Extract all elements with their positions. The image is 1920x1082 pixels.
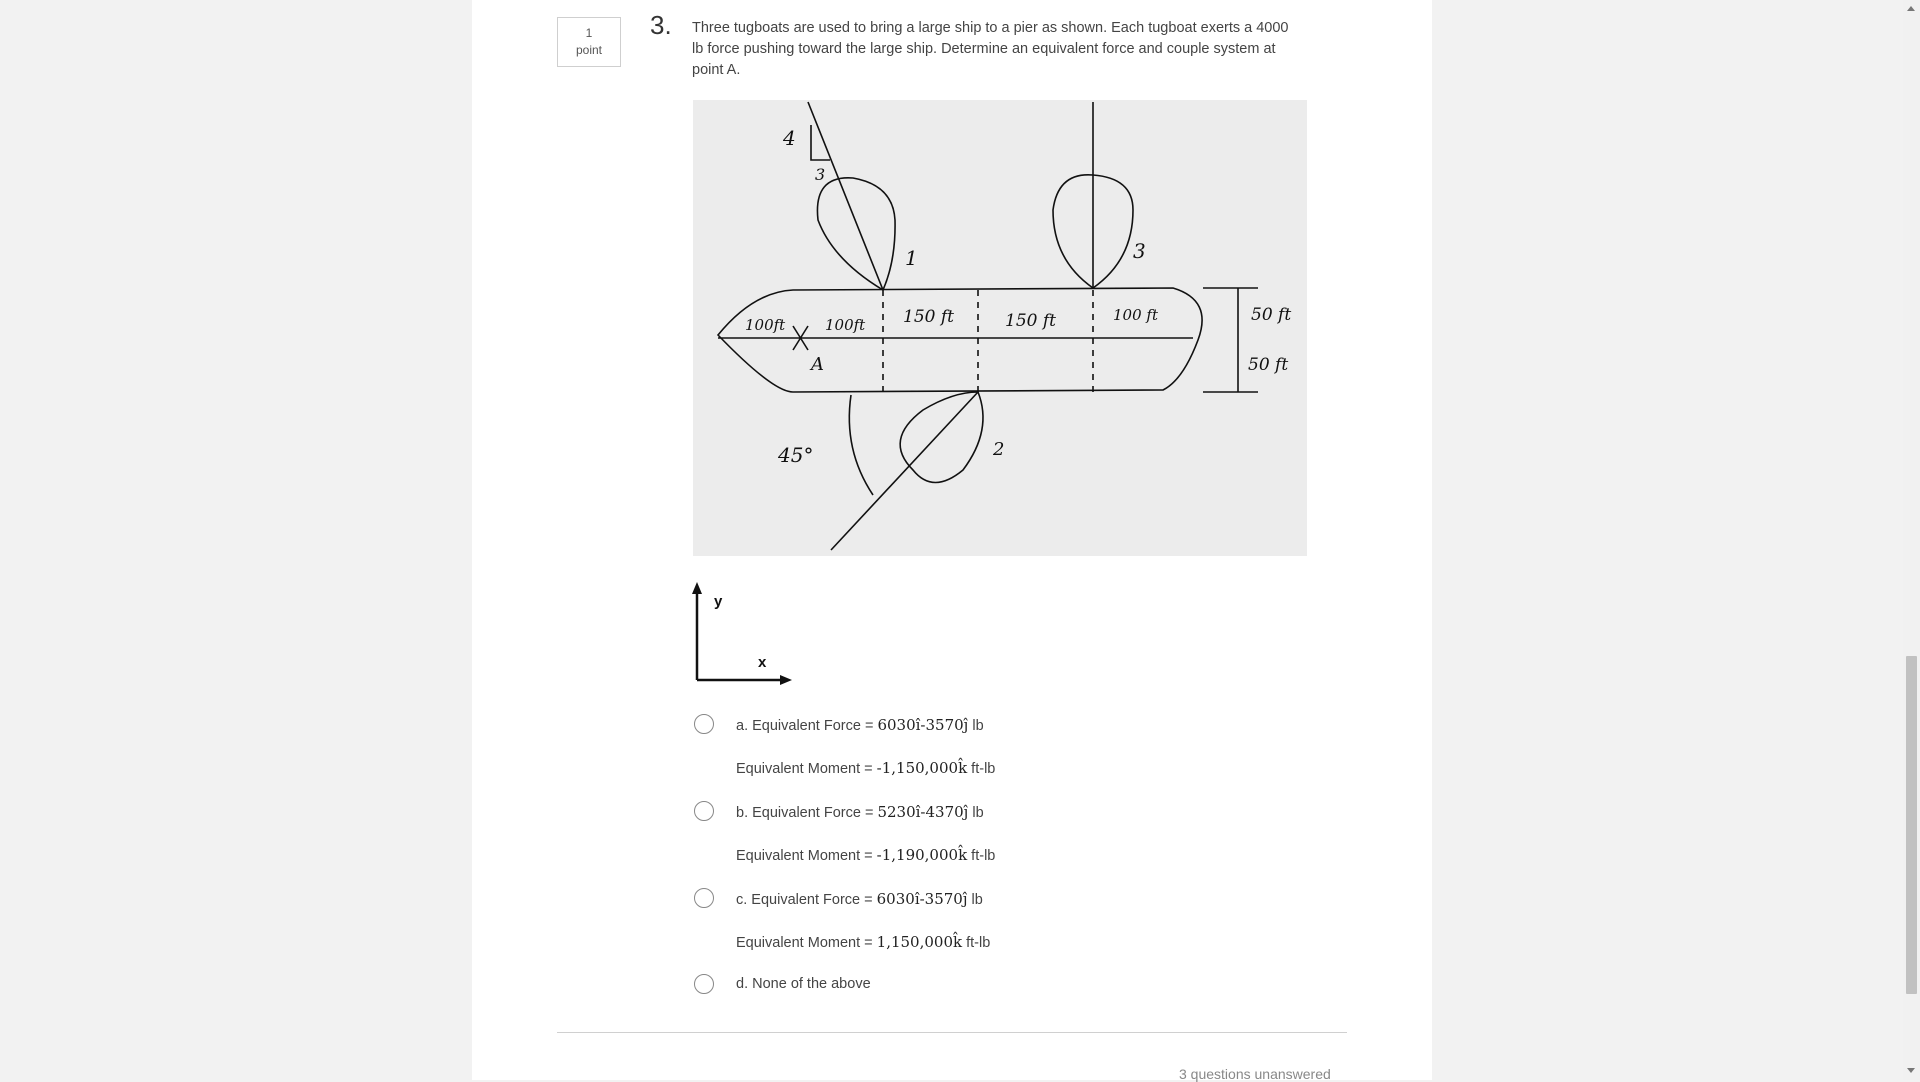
option-b[interactable] <box>692 799 1292 829</box>
ship-hull <box>718 288 1202 392</box>
option-d-radio[interactable] <box>694 974 714 994</box>
option-b-moment <box>692 842 1292 872</box>
option-a-force: 6030î-3570ĵ <box>877 716 969 734</box>
option-b-label: b. Equivalent Force = 5230î-4370ĵ lb <box>736 803 984 821</box>
label-dim-150-b: 150 ft <box>1005 311 1056 331</box>
label-point-a: A <box>811 354 824 375</box>
option-b-radio[interactable] <box>694 801 714 821</box>
label-dim-100-a: 100ft <box>825 316 866 334</box>
label-tug-2: 2 <box>993 439 1005 460</box>
label-tug-1: 1 <box>905 246 918 270</box>
angle-arc <box>849 395 873 495</box>
label-slope-4: 4 <box>783 126 796 150</box>
option-a-label: a. Equivalent Force = 6030î-3570ĵ lb <box>736 716 984 734</box>
scroll-thumb[interactable] <box>1906 656 1917 994</box>
option-d[interactable] <box>692 972 1292 1002</box>
y-arrow-icon <box>692 582 702 594</box>
problem-figure <box>693 100 1307 556</box>
label-dim-150-a: 150 ft <box>903 307 954 327</box>
tugboat-1 <box>817 178 895 290</box>
label-dim-100-right: 100 ft <box>1113 306 1158 324</box>
option-b-force: 5230î-4370ĵ <box>877 803 969 821</box>
option-c-moment-label: Equivalent Moment = 1,150,000k̂ ft-lb <box>736 933 991 951</box>
option-a-moment-label: Equivalent Moment = -1,150,000k̂ ft-lb <box>736 759 996 777</box>
option-c[interactable] <box>692 886 1292 916</box>
option-a-moment <box>692 755 1292 785</box>
label-dim-50-top: 50 ft <box>1251 305 1292 325</box>
points-badge <box>557 17 621 67</box>
option-c-moment-value: 1,150,000k̂ <box>876 933 963 951</box>
label-slope-3: 3 <box>815 165 826 184</box>
label-tug-3: 3 <box>1133 239 1146 263</box>
points-unit: point <box>575 43 603 57</box>
coordinate-axes <box>692 582 802 692</box>
unanswered-status: 3 questions unanswered <box>1179 1066 1331 1082</box>
option-c-radio[interactable] <box>694 888 714 908</box>
slope-triangle <box>811 125 830 160</box>
option-a[interactable] <box>692 712 1292 742</box>
scroll-up-icon[interactable] <box>1907 6 1915 11</box>
ship-tugboat-diagram <box>693 100 1307 556</box>
option-c-label: c. Equivalent Force = 6030î-3570ĵ lb <box>736 890 983 908</box>
label-angle: 45° <box>778 443 814 467</box>
label-dim-100-left: 100ft <box>745 316 786 334</box>
page-scrollbar[interactable] <box>1903 0 1920 1080</box>
option-b-moment-value: -1,190,000k̂ <box>876 846 968 864</box>
section-divider <box>557 1032 1347 1033</box>
tug2-force-line <box>831 392 978 550</box>
x-axis-label: x <box>758 654 767 671</box>
tugboat-2 <box>900 392 983 483</box>
option-b-moment-label: Equivalent Moment = -1,190,000k̂ ft-lb <box>736 846 996 864</box>
option-a-moment-value: -1,150,000k̂ <box>876 759 968 777</box>
axes-svg <box>692 582 802 692</box>
option-d-label: d. None of the above <box>736 976 871 992</box>
option-a-radio[interactable] <box>694 714 714 734</box>
question-number: 3. <box>650 10 672 40</box>
question-text: Three tugboats are used to bring a large ship to a pier as shown. Each tugboat exerts a 4000 lb force pushing toward the large ship. Determine an equivalent force and couple system at point A. <box>692 20 1289 78</box>
points-value: 1 <box>585 26 593 40</box>
scroll-down-icon[interactable] <box>1907 1068 1915 1073</box>
y-axis-label: y <box>714 593 723 610</box>
quiz-page <box>472 0 1432 1080</box>
x-arrow-icon <box>780 675 792 685</box>
option-c-moment <box>692 929 1292 959</box>
label-dim-50-bottom: 50 ft <box>1248 355 1289 375</box>
option-c-force: 6030î-3570ĵ <box>876 890 968 908</box>
